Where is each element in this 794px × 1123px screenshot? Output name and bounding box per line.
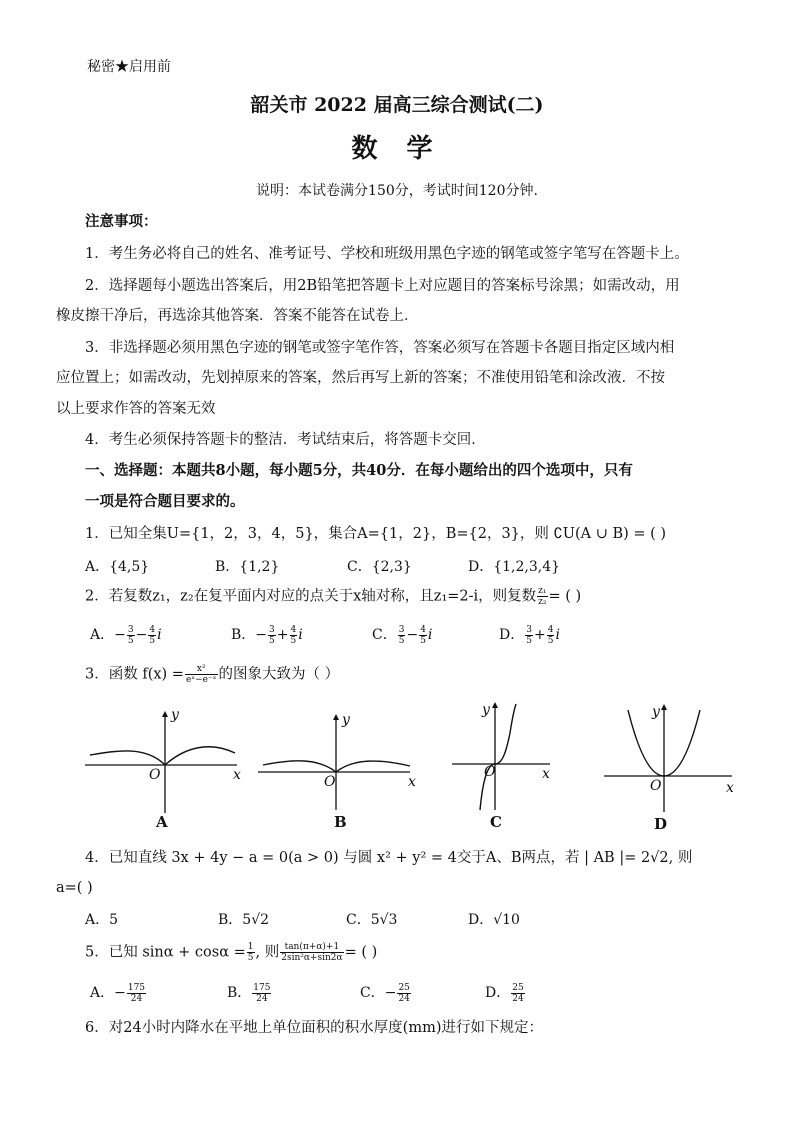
notes-heading: 注意事项： xyxy=(85,213,158,230)
q4-option-c: C．5√3 xyxy=(346,912,398,928)
q2-a-label: A． xyxy=(90,627,115,643)
q5-c-den: 24 xyxy=(398,993,410,1004)
graph-a-x-label: x xyxy=(233,767,241,783)
graph-d-y-arrow xyxy=(661,704,667,710)
q2-a-f1n: 3 xyxy=(127,624,134,635)
q5-stem-post: = ( ) xyxy=(344,944,378,961)
q2-stem-num: z₁ xyxy=(538,586,547,596)
q2-b-pre: − xyxy=(255,627,268,643)
q5-option-d xyxy=(485,982,526,1004)
graph-b-y-arrow xyxy=(333,714,339,720)
q2-c-f1d: 5 xyxy=(398,635,405,646)
q2-stem-fraction xyxy=(537,586,547,607)
q2-d-f2d: 5 xyxy=(547,635,554,646)
q5-option-b xyxy=(227,982,272,1004)
q2-a-frac2 xyxy=(148,625,156,646)
q5-f1d: 5 xyxy=(247,953,254,963)
q5-a-frac xyxy=(127,983,146,1004)
q2-d-f1n: 3 xyxy=(526,624,532,635)
q2-c-frac2 xyxy=(419,625,427,646)
q5-a-num: 175 xyxy=(127,982,146,993)
q5-c-num: 25 xyxy=(398,982,410,993)
q4-stem-line2: a=( ) xyxy=(56,880,93,896)
q2-option-d xyxy=(499,624,560,646)
q1-option-c: C．{2,3} xyxy=(347,559,412,575)
graph-c-origin: O xyxy=(484,764,496,780)
graph-a-y-label: y xyxy=(171,707,179,723)
q2-b-f2n: 4 xyxy=(290,624,297,635)
q3-stem-den: eˣ−e⁻ˣ xyxy=(185,675,217,685)
q2-d-frac2 xyxy=(547,625,555,646)
note-1: 1．考生务必将自己的姓名、准考证号、学校和班级用黑色字迹的钢笔或签字笔写在答题卡上。 xyxy=(85,246,689,262)
q5-f2n: tan(π+α)+1 xyxy=(280,942,343,953)
exam-title: 韶关市 2022 届高三综合测试(二) xyxy=(250,94,544,116)
q2-b-f1n: 3 xyxy=(269,624,275,635)
q2-b-frac1 xyxy=(268,625,276,646)
q2-d-mid: + xyxy=(533,627,546,643)
q3-stem xyxy=(85,664,339,685)
q2-b-mid: + xyxy=(276,627,289,643)
note-2b: 橡皮擦干净后，再选涂其他答案．答案不能答在试卷上． xyxy=(56,308,419,324)
q5-d-label: D． xyxy=(485,985,511,1001)
q2-option-b xyxy=(231,624,303,646)
q4-stem-line1: 4．已知直线 3x + 4y − a = 0(a > 0) 与圆 x² + y² = 4交于A、B两点，若 | AB |= 2√2, 则 xyxy=(85,850,693,866)
q5-f1n: 1 xyxy=(247,942,254,952)
graph-d-label: D xyxy=(654,815,668,833)
q3-graph-a xyxy=(85,705,245,815)
q2-a-pre: − xyxy=(114,627,126,643)
graph-a-label: A xyxy=(156,813,168,831)
graph-d-x-label: x xyxy=(726,780,734,796)
graph-a-origin: O xyxy=(149,767,161,783)
q5-b-label: B． xyxy=(227,985,252,1001)
q2-b-f2d: 5 xyxy=(290,635,297,646)
q3-graph-b xyxy=(258,712,418,812)
graph-c-curve xyxy=(480,704,516,810)
q5-f2d: 2sin²α+sin2α xyxy=(281,953,343,963)
q5-option-c xyxy=(360,982,412,1004)
q3-stem-fraction xyxy=(185,664,218,685)
q4-option-b: B．5√2 xyxy=(218,912,270,928)
q2-a-frac1 xyxy=(127,625,135,646)
q2-a-f2n: 4 xyxy=(149,624,156,635)
section1-line2: 一项是符合题目要求的。 xyxy=(85,493,245,510)
q2-stem-pre: 2．若复数z₁，z₂在复平面内对应的点关于x轴对称，且z₁=2-i，则复数 xyxy=(85,588,537,605)
q5-option-a xyxy=(90,982,147,1004)
note-3b: 应位置上；如需改动，先划掉原来的答案，然后再写上新的答案；不准使用铅笔和涂改液．不按 xyxy=(56,370,665,386)
q3-stem-post: 的图象大致为（ ） xyxy=(218,666,340,683)
q5-d-num: 25 xyxy=(512,982,524,993)
q5-d-den: 24 xyxy=(512,993,524,1004)
q2-a-mid: − xyxy=(135,627,148,643)
q5-stem xyxy=(85,942,377,963)
q2-stem-den: z₂ xyxy=(538,597,547,607)
subject-title: 数 学 xyxy=(351,134,443,164)
q2-a-f1d: 5 xyxy=(127,635,134,646)
q5-stem-mid: , 则 xyxy=(255,944,280,961)
graph-d-origin: O xyxy=(650,778,662,794)
q2-d-frac1 xyxy=(525,625,533,646)
graph-c-label: C xyxy=(490,813,502,831)
graph-c-x-label: x xyxy=(542,766,550,782)
q2-stem-post: = ( ) xyxy=(548,588,582,605)
graph-c-y-arrow xyxy=(492,702,498,708)
q3-stem-pre: 3．函数 f(x) = xyxy=(85,666,184,683)
q6-stem: 6．对24小时内降水在平地上单位面积的积水厚度(mm)进行如下规定： xyxy=(85,1020,543,1036)
q5-c-label: C． xyxy=(360,985,385,1001)
graph-a-curve xyxy=(90,747,235,765)
graph-b-x-label: x xyxy=(408,774,416,790)
q2-c-label: C． xyxy=(372,627,397,643)
graph-c-y-label: y xyxy=(482,702,490,718)
q5-a-label: A． xyxy=(90,985,115,1001)
q3-stem-num: x² xyxy=(185,664,218,675)
q2-d-f1d: 5 xyxy=(526,635,532,646)
q2-d-f2n: 4 xyxy=(547,624,554,635)
q1-option-a: A．{4,5} xyxy=(85,559,150,575)
q2-option-a xyxy=(90,624,162,646)
note-2a: 2．选择题每小题选出答案后，用2B铅笔把答题卡上对应题目的答案标号涂黑；如需改动，用 xyxy=(85,278,680,294)
q1-option-d: D．{1,2,3,4} xyxy=(468,559,561,575)
q3-graph-d xyxy=(602,702,737,814)
graph-b-y-label: y xyxy=(342,712,350,728)
q2-c-mid: − xyxy=(406,627,419,643)
note-3a: 3．非选择题必须用黑色字迹的钢笔或签字笔作答，答案必须写在答题卡各题目指定区域内相 xyxy=(85,340,675,356)
q5-stem-pre: 5．已知 sinα + cosα = xyxy=(85,944,246,961)
q1-stem: 1．已知全集U={1，2，3，4，5}，集合A={1，2}，B={2，3}，则 ∁U(A ∪ B) = ( ) xyxy=(85,526,667,542)
q4-option-d: D．√10 xyxy=(468,912,520,928)
q5-c-pre: − xyxy=(384,985,397,1001)
graph-d-y-label: y xyxy=(652,704,660,720)
q5-b-frac xyxy=(252,983,271,1004)
q2-d-label: D． xyxy=(499,627,525,643)
q2-stem xyxy=(85,586,581,607)
q1-option-b: B．{1,2} xyxy=(215,559,280,575)
q5-frac2 xyxy=(280,942,343,963)
q2-a-post: i xyxy=(157,627,162,643)
q2-d-post: i xyxy=(555,627,560,643)
q2-b-frac2 xyxy=(290,625,298,646)
secret-label: 秘密★启用前 xyxy=(87,59,171,75)
q2-b-post: i xyxy=(298,627,303,643)
q5-frac1 xyxy=(247,942,255,963)
exam-description: 说明：本试卷满分150分，考试时间120分钟. xyxy=(256,183,538,199)
note-3c: 以上要求作答的答案无效 xyxy=(56,401,216,417)
q2-c-f2n: 4 xyxy=(420,624,426,635)
q2-b-label: B． xyxy=(231,627,256,643)
graph-b-label: B xyxy=(334,813,347,831)
q4-option-a: A．5 xyxy=(85,912,119,928)
q3-graph-c xyxy=(450,698,555,813)
q2-b-f1d: 5 xyxy=(269,635,275,646)
q2-c-post: i xyxy=(427,627,433,643)
q5-b-num: 175 xyxy=(253,982,271,993)
q5-b-den: 24 xyxy=(256,993,268,1004)
q2-option-c xyxy=(372,624,432,646)
q2-c-f1n: 3 xyxy=(398,624,405,635)
q2-c-f2d: 5 xyxy=(420,635,426,646)
note-4: 4．考生必须保持答题卡的整洁．考试结束后，将答题卡交回． xyxy=(85,432,486,448)
q2-c-frac1 xyxy=(398,625,406,646)
q2-a-f2d: 5 xyxy=(149,635,156,646)
q5-a-pre: − xyxy=(114,985,126,1001)
q5-c-frac xyxy=(397,983,410,1004)
q5-d-frac xyxy=(511,983,524,1004)
q5-a-den: 24 xyxy=(130,993,143,1004)
section1-line1: 一、选择题：本题共8小题，每小题5分，共40分．在每小题给出的四个选项中，只有 xyxy=(85,462,633,479)
graph-a-y-arrow xyxy=(162,711,168,717)
graph-b-origin: O xyxy=(324,774,336,790)
